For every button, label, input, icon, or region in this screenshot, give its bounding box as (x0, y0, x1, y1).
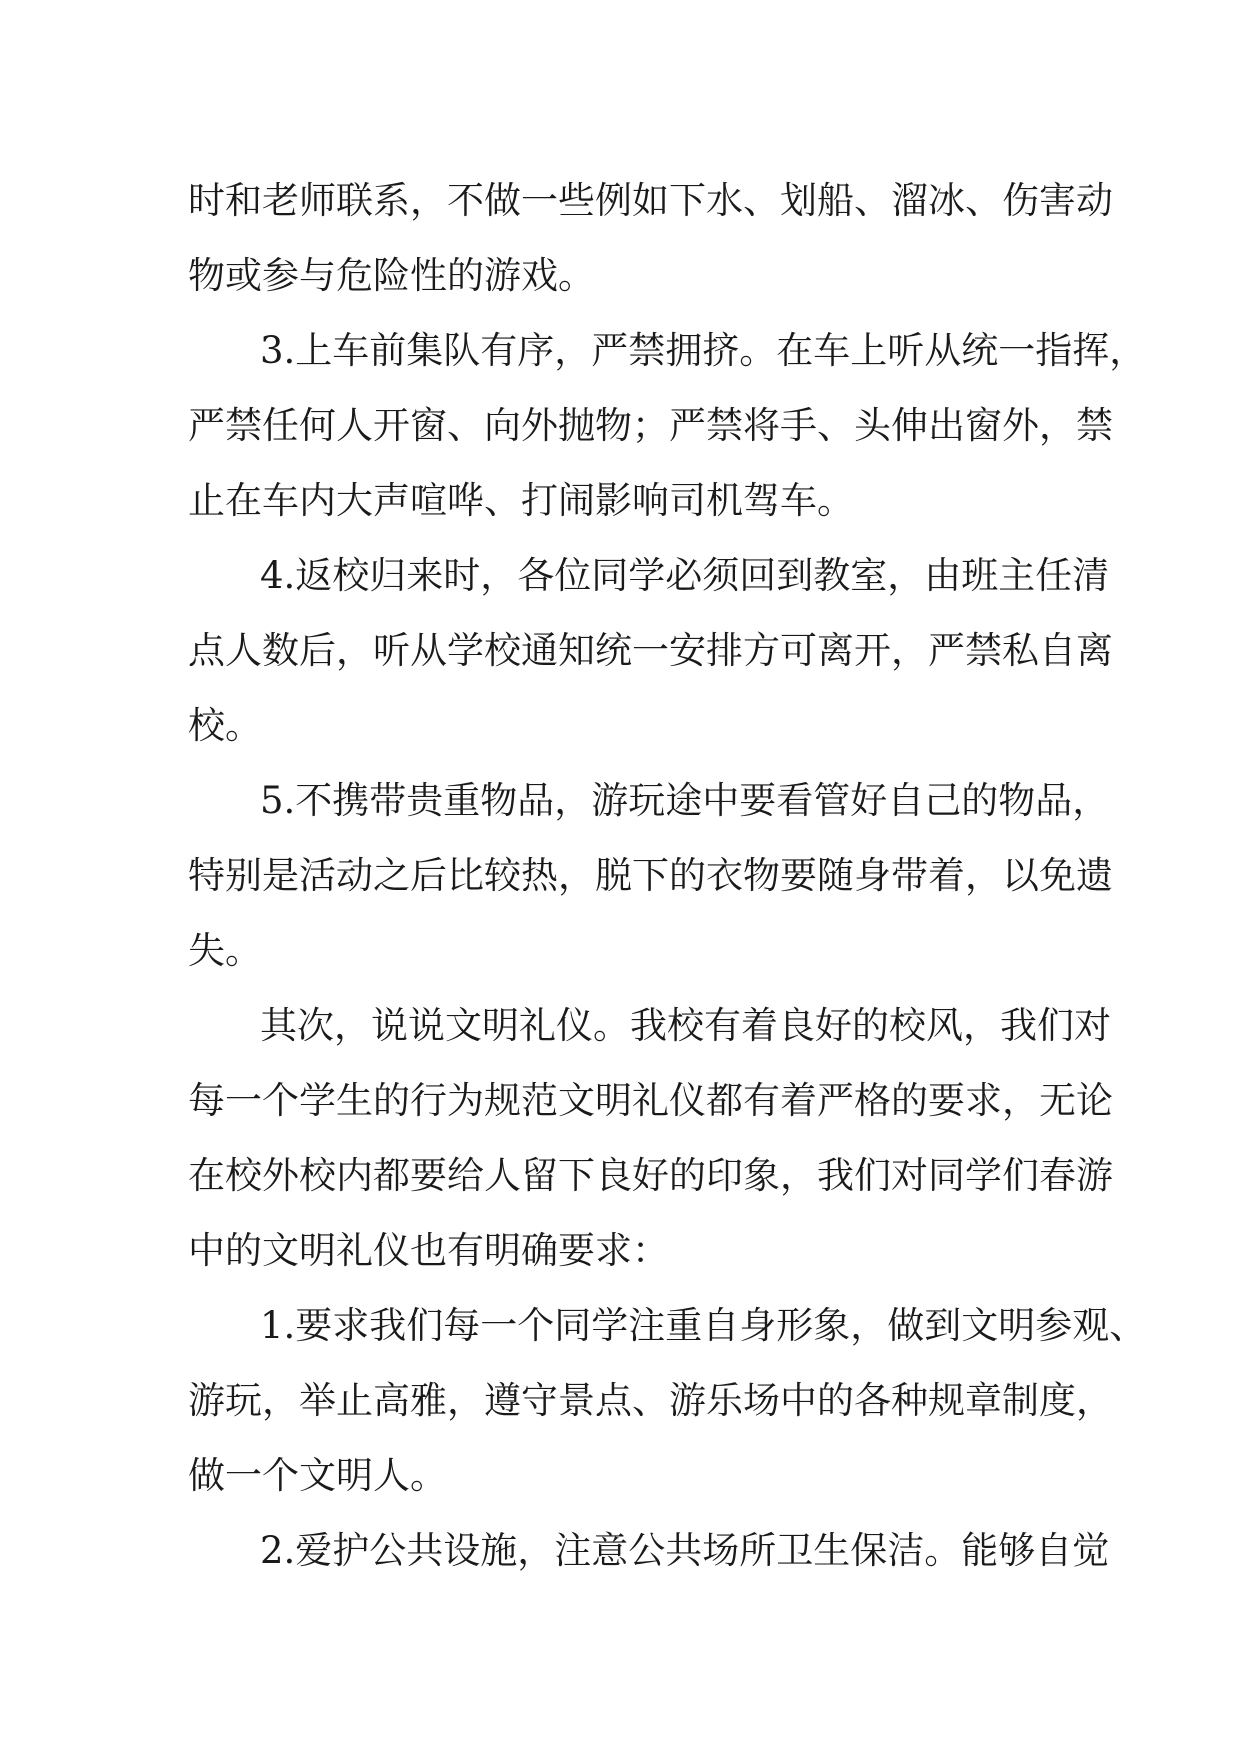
text-line: 在校外校内都要给人留下良好的印象，我们对同学们春游 (188, 1154, 1113, 1197)
text-line: 止在车内大声喧哗、打闹影响司机驾车。 (188, 479, 854, 522)
text-line: 每一个学生的行为规范文明礼仪都有着严格的要求，无论 (188, 1079, 1113, 1122)
text-line: 严禁任何人开窗、向外抛物；严禁将手、头伸出窗外，禁 (188, 404, 1113, 447)
text-line: 中的文明礼仪也有明确要求： (188, 1229, 669, 1272)
text-line: 失。 (188, 929, 262, 972)
paragraph-first-line: 3.上车前集队有序，严禁拥挤。在车上听从统一指挥， (260, 329, 1147, 372)
text-line: 游玩，举止高雅，遵守景点、游乐场中的各种规章制度， (188, 1379, 1113, 1422)
paragraph-first-line: 其次，说说文明礼仪。我校有着良好的校风，我们对 (260, 1004, 1111, 1047)
text-line: 特别是活动之后比较热，脱下的衣物要随身带着，以免遗 (188, 854, 1113, 897)
text-line: 点人数后，听从学校通知统一安排方可离开，严禁私自离 (188, 629, 1113, 672)
paragraph-first-line: 1.要求我们每一个同学注重自身形象，做到文明参观、 (260, 1304, 1147, 1347)
text-line: 时和老师联系，不做一些例如下水、划船、溜冰、伤害动 (188, 179, 1113, 222)
text-line: 物或参与危险性的游戏。 (188, 254, 595, 297)
paragraph-first-line: 5.不携带贵重物品，游玩途中要看管好自己的物品， (260, 779, 1110, 822)
text-line: 校。 (188, 704, 262, 747)
paragraph-first-line: 2.爱护公共设施，注意公共场所卫生保洁。能够自觉 (260, 1529, 1110, 1572)
paragraph-first-line: 4.返校归来时，各位同学必须回到教室，由班主任清 (260, 554, 1110, 597)
text-line: 做一个文明人。 (188, 1454, 447, 1497)
